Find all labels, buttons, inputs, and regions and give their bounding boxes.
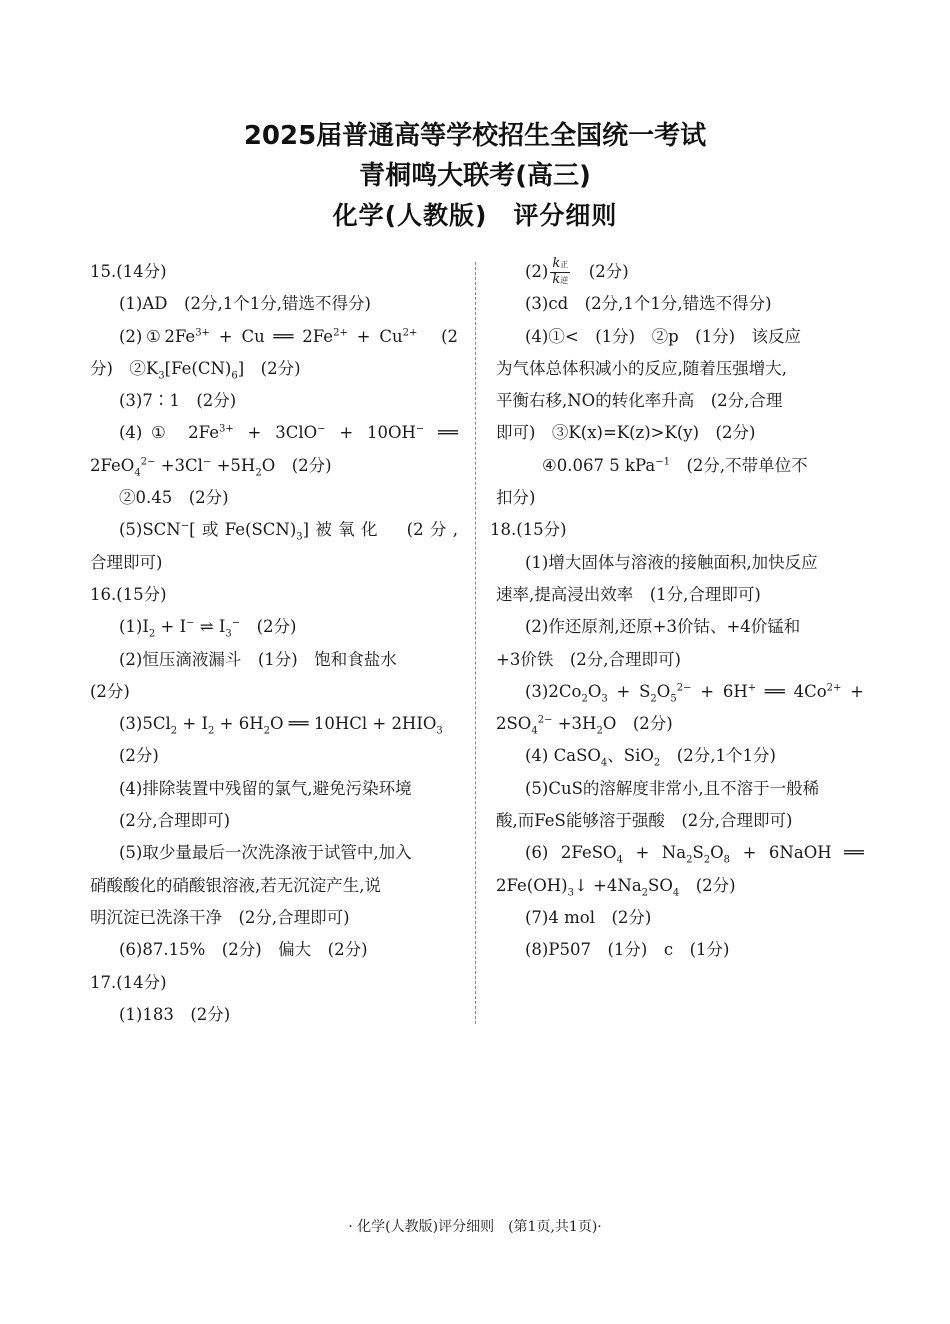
q15-answer-3: (3)7∶1 (2分) [119,391,237,411]
q17-answer-4-line5: ④0.067 5 kPa$^{-1}$ (2分,不带单位不 [542,455,808,475]
q16-answer-4: (4)排除装置中残留的氯气,避免污染环境 [119,778,412,798]
right-column [490,256,864,967]
q16-answer-2-tail: (2分) [90,681,130,701]
q16-answer-2: (2)恒压滴液漏斗 (1分) 饱和食盐水 [119,649,397,669]
q17-answer-4-line1: (4)①< (1分) ②p (1分) 该反应 [525,326,802,346]
q16-answer-5-line3: 明沉淀已洗涤干净 (2分,合理即可) [90,907,350,927]
q16-answer-4-tail: (2分,合理即可) [119,811,231,831]
question-15-heading: 15.(14分) [90,262,167,281]
page-footer: · 化学(人教版)评分细则 (第1页,共1页)· [348,1219,602,1235]
q18-answer-1-line1: (1)增大固体与溶液的接触面积,加快反应 [525,552,818,572]
question-17-heading: 17.(14分) [90,972,167,992]
q18-answer-8: (8)P507 (1分) c (1分) [525,940,730,960]
q17-answer-4-line2: 为气体总体积减小的反应,随着压强增大, [496,358,787,378]
q16-answer-3-tail: (2分) [119,746,159,766]
q18-answer-5-line2: 酸,而FeS能够溶于强酸 (2分,合理即可) [496,811,793,831]
q16-answer-5-line1: (5)取少量最后一次洗涤液于试管中,加入 [119,843,412,863]
q15-answer-2-line2: 分) $②K_3[Fe(CN)_6]$ (2分) [90,358,301,382]
q15-answer-4b: ②0.45 (2分) [119,488,229,508]
q17-answer-2: (2) $\frac{\text{k正}}{\text{k逆}}$ (2分) [525,256,629,287]
q15-answer-5-line1: (5)SCN−[或$Fe(SCN)_3$]被氧化 (2分, [119,520,458,543]
q18-answer-2-line2: +3价铁 (2分,合理即可) [496,649,681,669]
q17-answer-4-line6: 扣分) [496,488,536,508]
q18-answer-7: (7)4 mol (2分) [525,907,652,927]
q16-answer-5-line2: 硝酸酸化的硝酸银溶液,若无沉淀产生,说 [90,875,381,895]
q15-answer-4-line1: (4)① $2Fe^{3+} + 3ClO^- + 10OH^-$ ══ [119,423,458,443]
q16-answer-1: $(1)I_2 + I^-$ ⇌ $I_3^-$ (2分) [119,617,297,640]
q15-answer-5-line2: 合理即可) [90,552,163,572]
q17-answer-4-line3: 平衡右移,NO的转化率升高 (2分,合理 [496,391,783,411]
q18-answer-4: (4) CaSO$_4$、SiO$_2$ (2分,1个1分) [525,746,776,769]
exam-title: 2025届普通高等学校招生全国统一考试 [243,121,707,151]
q18-answer-6-line2: $2Fe(OH)_3↓ +4Na_2SO_4$ (2分) [496,875,736,898]
q17-answer-4-line4: 即可) ③K(x)=K(z)>K(y) (2分) [496,423,756,443]
q18-answer-5-line1: (5)CuS的溶解度非常小,且不溶于一般稀 [525,778,820,798]
q16-answer-3: $(3)5Cl_2 + I_2 + 6H_2O$ ══ $10HCl + 2HIO_3$ [119,714,443,737]
question-16-heading: 16.(15分) [90,584,167,604]
q18-answer-3-line2: $2SO_4^{2-} +3H_2O$ (2分) [496,714,673,737]
q15-answer-1: (1)AD (2分,1个1分,错选不得分) [119,294,371,314]
q15-answer-4-line2: $2FeO_4^{2-} +3Cl^- +5H_2O$ (2分) [90,455,332,479]
rate-constant-fraction: $\frac{\text{k正}}{\text{k逆}}$ [552,256,569,287]
question-18-heading: 18.(15分) [490,520,567,540]
q16-answer-6: (6)87.15% (2分) 偏大 (2分) [119,940,368,960]
exam-subtitle: 青桐鸣大联考(高三) [359,161,591,191]
q18-answer-6-line1: (6) 2FeSO$_4$ + $Na_2S_2O_8$ + 6NaOH ══ [525,843,864,866]
q17-answer-1: (1)183 (2分) [119,1004,231,1024]
left-column [90,256,458,1031]
q18-answer-3-line1: $(3)2Co_2O_3 + S_2O_5^{2-} + 6H^+$ ══ $4Co^{2+}$ + [525,681,864,705]
q17-answer-3: (3)cd (2分,1个1分,错选不得分) [525,294,772,314]
column-divider [475,262,476,1024]
doc-title: 化学(人教版) 评分细则 [332,201,618,230]
q18-answer-2-line1: (2)作还原剂,还原+3价钴、+4价锰和 [525,617,801,637]
q15-answer-2-line1: $(2)①2Fe^{3+} + Cu$ ══ $2Fe^{2+} + Cu^{2+}$ (2 [119,326,458,346]
q18-answer-1-line2: 速率,提高浸出效率 (1分,合理即可) [496,584,761,604]
